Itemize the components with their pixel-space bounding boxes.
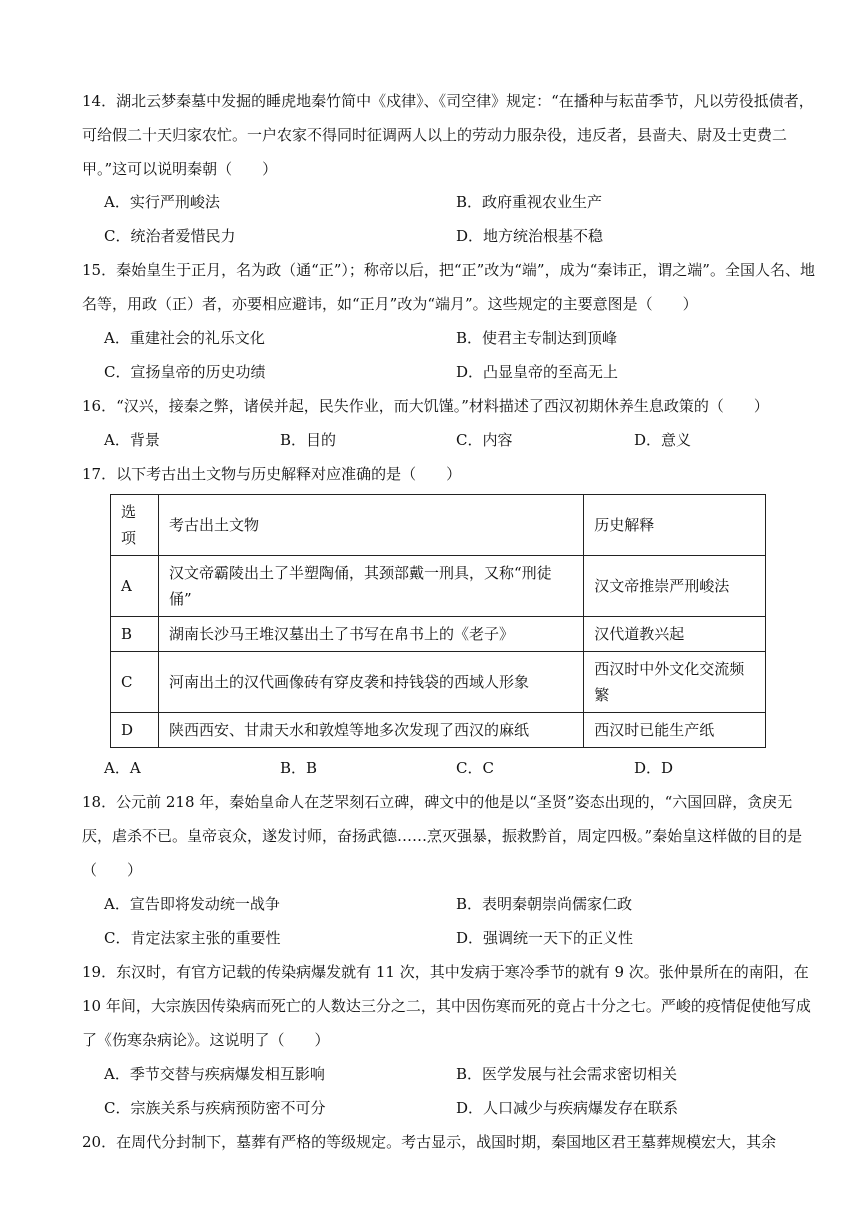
question-19-stem: 19．东汉时，有官方记载的传染病爆发就有 11 次，其中发病于寒冷季节的就有 9 次。张仲景所在的南阳，在 10 年间，大宗族因传染病而死亡的人数达三分之二，其中因伤寒而死的竟占十分之七。严峻的疫情促使他写成了《伤寒杂病论》。这说明了（ ） (82, 963, 811, 1049)
question-15-options-row-1 (104, 321, 824, 355)
question-15-options-row-2 (104, 355, 824, 389)
question-17-option-c[interactable]: C．C (456, 759, 494, 777)
table-cell-explanation: 汉代道教兴起 (584, 617, 766, 652)
table-cell-option: C (111, 652, 159, 713)
question-17-option-a[interactable]: A．A (104, 759, 141, 777)
table-row (111, 713, 766, 748)
question-15-stem: 15．秦始皇生于正月，名为政（通“正”）；称帝以后，把“正”改为“端”，成为“秦讳正，谓之端”。全国人名、地名等，用政（正）者，亦要相应避讳，如“正月”改为“端月”。这些规定的主要意图是（ ） (82, 261, 815, 313)
question-17-options-row (104, 751, 824, 785)
question-16-option-c[interactable]: C．内容 (456, 431, 513, 449)
question-18-options-row-2 (104, 921, 824, 955)
table-header-explanation: 历史解释 (584, 495, 766, 556)
table-header-row (111, 495, 766, 556)
question-14-option-a[interactable]: A．实行严刑峻法 (104, 193, 220, 211)
question-19-option-d[interactable]: D．人口减少与疾病爆发存在联系 (456, 1099, 679, 1117)
question-17-option-b[interactable]: B．B (280, 759, 318, 777)
question-15-option-a[interactable]: A．重建社会的礼乐文化 (104, 329, 265, 347)
question-15-option-d[interactable]: D．凸显皇帝的至高无上 (456, 363, 619, 381)
table-cell-artifact: 汉文帝霸陵出土了半塑陶俑，其颈部戴一刑具，又称“刑徒俑” (158, 556, 583, 617)
table-cell-artifact: 陕西西安、甘肃天水和敦煌等地多次发现了西汉的麻纸 (158, 713, 583, 748)
question-18-option-b[interactable]: B．表明秦朝崇尚儒家仁政 (456, 895, 633, 913)
question-18-stem: 18．公元前 218 年，秦始皇命人在芝罘刻石立碑，碑文中的他是以“圣贤”姿态出现的，“六国回辟，贪戾无厌，虐杀不已。皇帝哀众，遂发讨师，奋扬武德……烹灭强暴，振救黔首，周定四极。”秦始皇这样做的目的是（ ） (82, 793, 803, 879)
question-17-option-d[interactable]: D．D (634, 759, 674, 777)
question-19-option-c[interactable]: C．宗族关系与疾病预防密不可分 (104, 1099, 326, 1117)
question-16-option-d[interactable]: D．意义 (634, 431, 692, 449)
table-cell-artifact: 湖南长沙马王堆汉墓出土了书写在帛书上的《老子》 (158, 617, 583, 652)
question-16-stem: 16．“汉兴，接秦之弊，诸侯并起，民失作业，而大饥馑。”材料描述了西汉初期休养生息政策的（ ） (82, 397, 769, 415)
table-cell-explanation: 汉文帝推崇严刑峻法 (584, 556, 766, 617)
question-16-options-row (104, 423, 824, 457)
question-19-options-row-1 (104, 1057, 824, 1091)
question-14-option-c[interactable]: C．统治者爱惜民力 (104, 227, 236, 245)
table-cell-explanation: 西汉时中外文化交流频繁 (584, 652, 766, 713)
table-row (111, 652, 766, 713)
table-cell-option: A (111, 556, 159, 617)
question-14-option-d[interactable]: D．地方统治根基不稳 (456, 227, 604, 245)
question-19-option-a[interactable]: A．季节交替与疾病爆发相互影响 (104, 1065, 325, 1083)
question-18-option-a[interactable]: A．宣告即将发动统一战争 (104, 895, 280, 913)
question-18-options-row-1 (104, 887, 824, 921)
table-cell-option: B (111, 617, 159, 652)
question-16-option-b[interactable]: B．目的 (280, 431, 337, 449)
question-14-options-row-2 (104, 219, 824, 253)
table-cell-artifact: 河南出土的汉代画像砖有穿皮袭和持钱袋的西域人形象 (158, 652, 583, 713)
table-header-artifact: 考古出土文物 (158, 495, 583, 556)
table-header-option: 选项 (111, 495, 159, 556)
question-19-options-row-2 (104, 1091, 824, 1125)
question-14-stem: 14．湖北云梦秦墓中发掘的睡虎地秦竹简中《戍律》、《司空律》规定：“在播种与耘苗季节，凡以劳役抵债者，可给假二十天归家农忙。一户农家不得同时征调两人以上的劳动力服杂役，违反者，县啬夫、尉及士吏费二甲。”这可以说明秦朝（ ） (82, 92, 814, 178)
question-18-option-d[interactable]: D．强调统一天下的正义性 (456, 929, 634, 947)
question-17-stem: 17．以下考古出土文物与历史解释对应准确的是（ ） (82, 465, 462, 483)
question-14-option-b[interactable]: B．政府重视农业生产 (456, 193, 603, 211)
question-14-options-row-1 (104, 185, 824, 219)
question-15-option-b[interactable]: B．使君主专制达到顶峰 (456, 329, 618, 347)
table-row (111, 617, 766, 652)
table-cell-option: D (111, 713, 159, 748)
question-15-option-c[interactable]: C．宣扬皇帝的历史功绩 (104, 363, 266, 381)
table-cell-explanation: 西汉时已能生产纸 (584, 713, 766, 748)
question-18-option-c[interactable]: C．肯定法家主张的重要性 (104, 929, 281, 947)
question-20-stem: 20．在周代分封制下，墓葬有严格的等级规定。考古显示，战国时期，秦国地区君王墓葬规模宏大，其余 (82, 1133, 777, 1151)
table-row (111, 556, 766, 617)
artifact-table (110, 494, 766, 748)
question-19-option-b[interactable]: B．医学发展与社会需求密切相关 (456, 1065, 678, 1083)
question-16-option-a[interactable]: A．背景 (104, 431, 160, 449)
